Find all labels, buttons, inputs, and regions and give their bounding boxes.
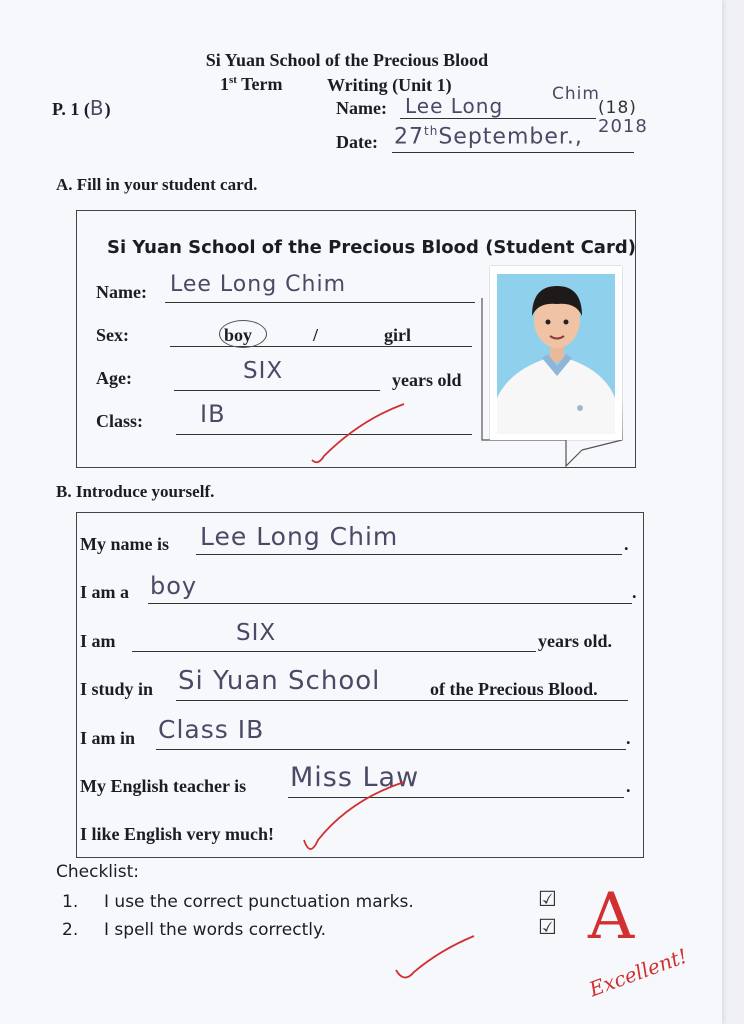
intro-underline-gender <box>148 583 632 604</box>
date-year: 2018 <box>598 116 648 137</box>
intro-value-gender: boy <box>150 572 198 600</box>
intro-value-school: Si Yuan School <box>178 666 381 696</box>
section-a-heading: A. Fill in your student card. <box>56 175 258 194</box>
sex-separator: / <box>313 325 319 345</box>
checklist-text-2: I spell the words correctly. <box>104 920 327 940</box>
card-name-label: Name: <box>96 282 147 302</box>
card-class-value: IB <box>200 400 226 428</box>
name-label: Name: <box>336 98 387 118</box>
intro-value-name: Lee Long Chim <box>200 522 399 551</box>
date-month: September., <box>438 124 583 150</box>
intro-value-teacher: Miss Law <box>290 762 420 793</box>
school-title: Si Yuan School of the Precious Blood <box>205 50 489 70</box>
intro-suffix-class: . <box>626 728 631 748</box>
checklist-title: Checklist: <box>56 862 139 882</box>
card-age-label: Age: <box>96 368 132 388</box>
intro-value-age: SIX <box>236 620 277 646</box>
intro-prefix-school: I study in <box>80 679 154 699</box>
intro-prefix-gender: I am a <box>80 582 129 602</box>
card-name-value: Lee Long Chim <box>170 272 347 297</box>
checklist-number-2: 2. <box>62 920 79 940</box>
card-sex-underline <box>170 326 472 347</box>
intro-underline-age <box>132 631 536 652</box>
boy-circle-mark <box>219 320 267 348</box>
term-word: Term <box>241 74 283 94</box>
intro-closing: I like English very much! <box>80 824 275 844</box>
teacher-comment: Excellent! <box>585 943 691 1002</box>
checklist-text-1: I use the correct punctuation marks. <box>104 892 414 912</box>
section-b-heading: B. Introduce yourself. <box>56 482 215 501</box>
tick-mark-icon <box>396 936 474 978</box>
intro-suffix-name: . <box>624 534 629 554</box>
card-class-label: Class: <box>96 411 144 431</box>
term-label <box>220 74 282 95</box>
checklist-checkbox-1: ☑ <box>538 887 557 911</box>
class-field <box>52 96 111 120</box>
date-handwritten <box>394 124 583 149</box>
intro-value-class: Class IB <box>158 715 265 744</box>
class-value: B <box>89 96 105 120</box>
name-handwritten-2: Chim <box>552 84 600 104</box>
intro-prefix-age: I am <box>80 631 116 651</box>
class-prefix: P. 1 ( <box>52 99 90 119</box>
class-suffix: ) <box>104 99 111 119</box>
student-number: (18) <box>598 98 637 118</box>
intro-suffix-age: years old. <box>538 631 612 651</box>
sex-option-girl: girl <box>384 325 411 345</box>
intro-prefix-class: I am in <box>80 728 136 748</box>
checklist-number-1: 1. <box>62 892 79 912</box>
term-superscript: st <box>229 74 237 86</box>
card-sex-label: Sex: <box>96 325 129 345</box>
intro-prefix-name: My name is <box>80 534 169 554</box>
date-day: 27 <box>394 124 424 150</box>
card-age-value: SIX <box>243 358 284 384</box>
intro-suffix-school: of the Precious Blood. <box>430 679 598 699</box>
sex-option-boy: boy <box>224 325 253 345</box>
student-photo <box>490 266 622 440</box>
date-superscript: th <box>424 124 439 138</box>
date-label: Date: <box>336 132 378 152</box>
unit-label: Writing (Unit 1) <box>327 75 452 95</box>
card-age-suffix: years old <box>392 370 462 390</box>
intro-suffix-teacher: . <box>626 776 631 796</box>
intro-suffix-gender: . <box>632 582 637 602</box>
card-title: Si Yuan School of the Precious Blood (Student Card) <box>107 237 636 258</box>
checklist-checkbox-2: ☑ <box>538 915 557 939</box>
student-portrait-icon <box>490 266 622 440</box>
intro-prefix-teacher: My English teacher is <box>80 776 247 796</box>
term-number: 1 <box>220 74 229 94</box>
name-handwritten: Lee Long <box>405 94 504 118</box>
grade-letter: A <box>588 880 635 954</box>
